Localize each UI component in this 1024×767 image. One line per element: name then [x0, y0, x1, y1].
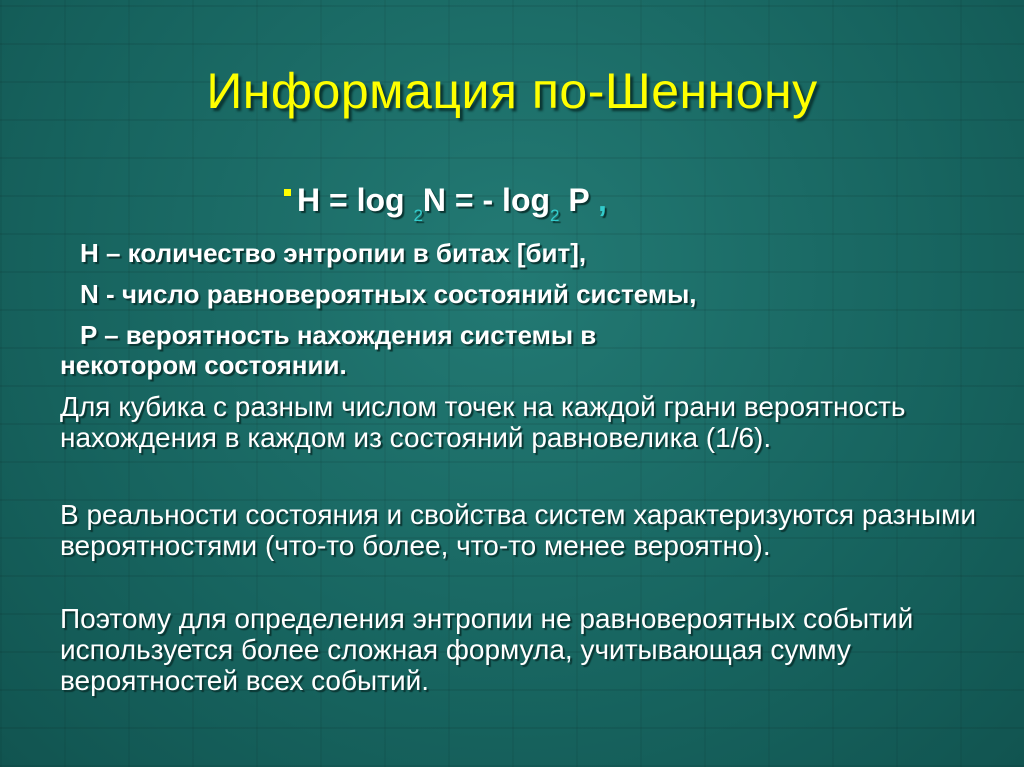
formula-subscript-1: 2 [413, 206, 423, 225]
paragraph-dice: Для кубика с разным числом точек на каждой грани вероятность нахождения в каждом из состояний равновелика (1/6). [60, 391, 906, 453]
square-bullet-icon [284, 189, 291, 196]
definition-n: N - число равновероятных состояний системы, [80, 279, 697, 309]
entropy-formula [284, 182, 607, 226]
formula-comma: , [598, 182, 607, 218]
formula-part-2: N = - log [422, 182, 551, 218]
definition-p: P – вероятность нахождения системы в [80, 320, 597, 350]
definition-p-continued: некотором состоянии. [60, 350, 347, 380]
paragraph-reality: В реальности состояния и свойства систем характеризуются разными вероятностями (что-то более, что-то менее вероятно). [60, 499, 977, 561]
formula-subscript-2: 2 [550, 206, 560, 225]
definition-h: H – количество энтропии в битах [бит], [80, 238, 587, 268]
paragraph-conclusion: Поэтому для определения энтропии не равновероятных событий используется более сложная формула, учитывающая сумму вероятностей всех событий. [60, 603, 914, 696]
formula-part-3: P [559, 182, 599, 218]
slide-title: Информация по-Шеннону [206, 63, 818, 119]
formula-part-1: H = log [297, 182, 414, 218]
